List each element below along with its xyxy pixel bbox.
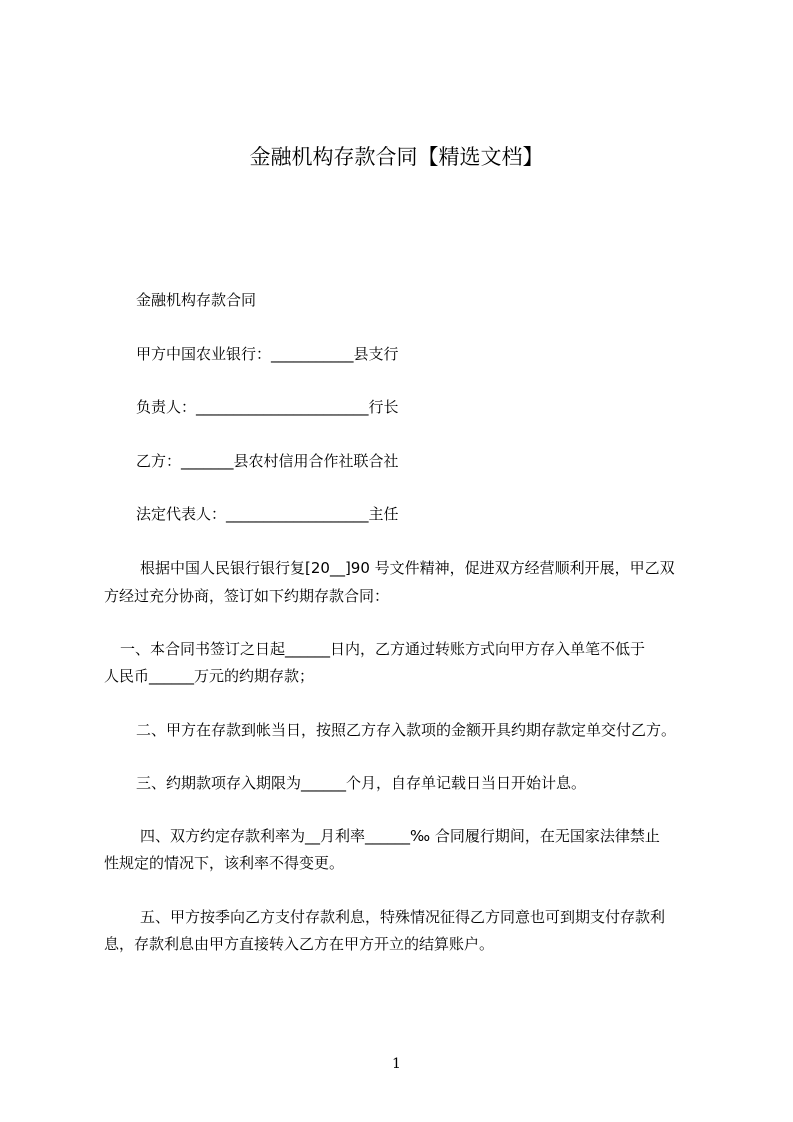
clause-4-line-1: 四、双方约定存款利率为__月利率______‰ 合同履行期间，在无国家法律禁止 <box>140 827 660 845</box>
party-b-line: 乙方：_______县农村信用合作社联合社 <box>136 452 399 470</box>
clause-1-line-1: 一、本合同书签订之日起______日内，乙方通过转账方式向甲方存入单笔不低于 <box>120 640 646 658</box>
clause-5-line-1: 五、甲方按季向乙方支付存款利息，特殊情况征得乙方同意也可到期支付存款利 <box>140 908 666 926</box>
party-b-representative-line: 法定代表人：___________________主任 <box>136 505 399 523</box>
preamble-line-2: 方经过充分协商，签订如下约期存款合同： <box>104 587 390 605</box>
party-a-representative-line: 负责人：_______________________行长 <box>136 398 399 416</box>
clause-3: 三、约期款项存入期限为______个月，自存单记载日当日开始计息。 <box>136 774 587 792</box>
preamble-line-1: 根据中国人民银行银行复[20__]90 号文件精神，促进双方经营顺利开展，甲乙双 <box>140 559 675 577</box>
page-number: 1 <box>392 1056 401 1072</box>
document-title: 金融机构存款合同【精选文档】 <box>249 145 544 169</box>
clause-2: 二、甲方在存款到帐当日，按照乙方存入款项的金额开具约期存款定单交付乙方。 <box>136 721 677 739</box>
clause-1-line-2: 人民币______万元的约期存款； <box>104 667 315 685</box>
clause-4-line-2: 性规定的情况下，该利率不得变更。 <box>104 854 345 872</box>
clause-5-line-2: 息，存款利息由甲方直接转入乙方在甲方开立的结算账户。 <box>104 935 495 953</box>
contract-heading: 金融机构存款合同 <box>136 291 257 309</box>
party-a-line: 甲方中国农业银行：___________县支行 <box>136 345 399 363</box>
